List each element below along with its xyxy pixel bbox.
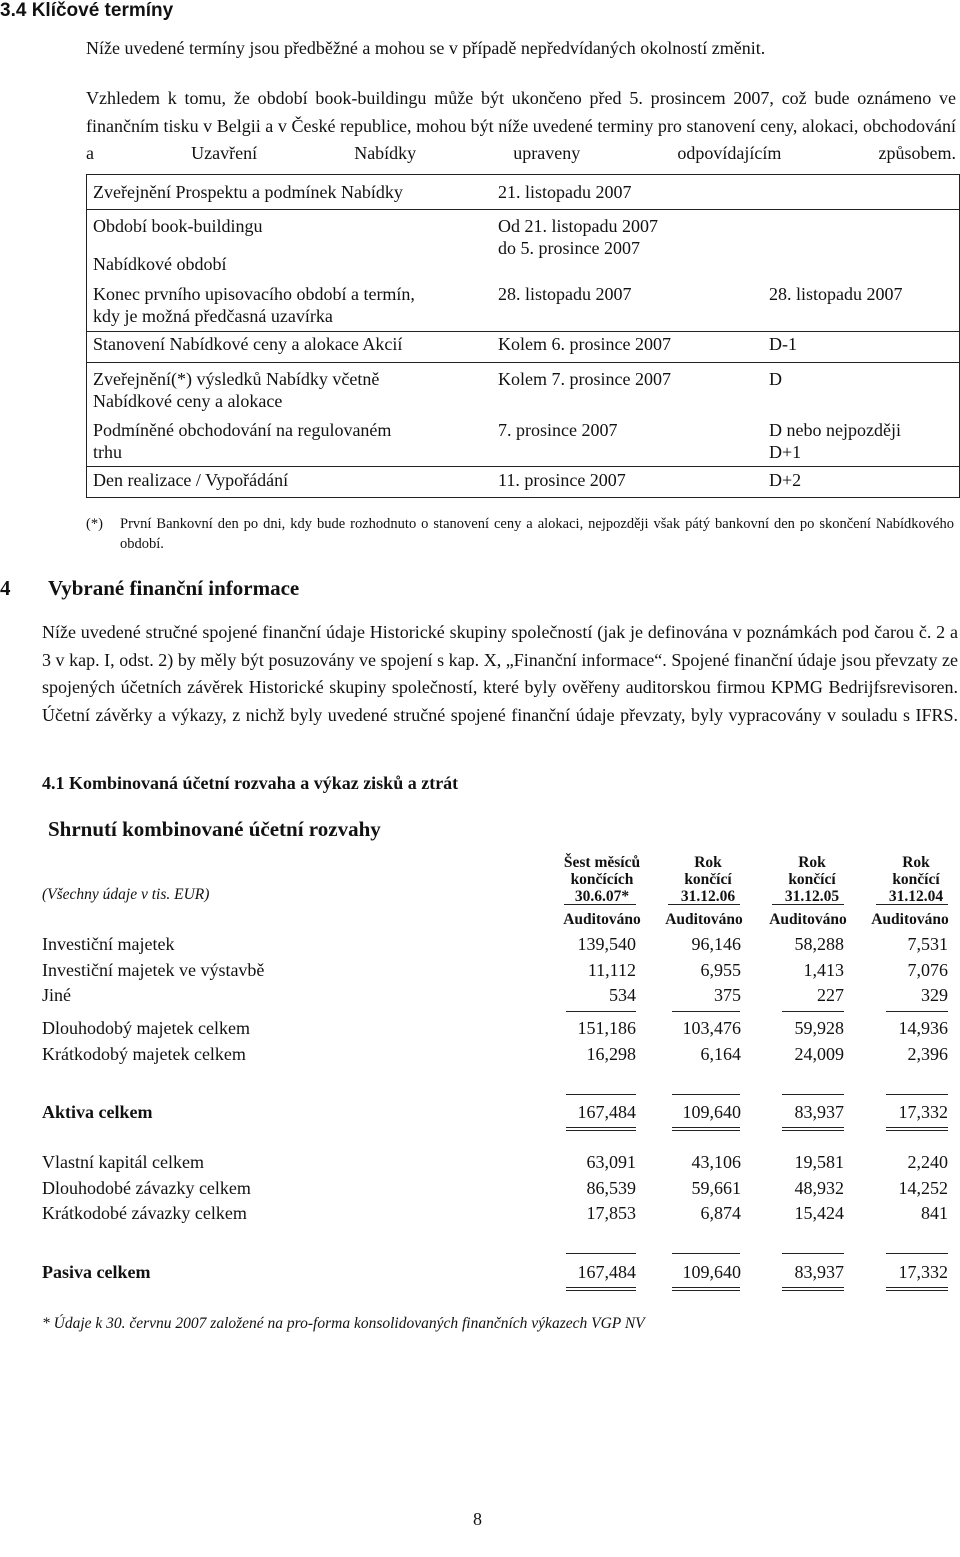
table-row: Investiční majetek 139,540 96,146 58,288 7,531: [42, 934, 948, 954]
section-heading-4: Vybrané finanční informace: [48, 576, 300, 600]
key-dates-label: Zveřejnění Prospektu a podmínek Nabídky: [93, 182, 403, 202]
key-dates-date: 21. listopadu 2007: [498, 182, 632, 202]
key-dates-label: Nabídkové ceny a alokace: [93, 391, 283, 411]
key-dates-note: D+1: [769, 442, 802, 462]
column-header: Šest měsíců končících 30.6.07*: [563, 854, 641, 905]
balance-footnote: * Údaje k 30. červnu 2007 založené na pro-forma konsolidovaných finančních výkazech VGP NV: [42, 1315, 645, 1332]
table-row: Dlouhodobý majetek celkem 151,186 103,476 59,928 14,936: [42, 1018, 948, 1038]
table-row: Investiční majetek ve výstavbě 11,112 6,955 1,413 7,076: [42, 960, 948, 980]
units-note: (Všechny údaje v tis. EUR): [42, 886, 210, 903]
key-dates-note: D nebo nejpozději: [769, 420, 901, 440]
section-heading-3-4: 3.4 Klíčové termíny: [0, 0, 174, 21]
section-number-4: 4: [0, 576, 11, 600]
footnote-mark: (*): [86, 516, 103, 532]
section-heading-4-1: 4.1 Kombinovaná účetní rozvaha a výkaz zisků a ztrát: [42, 773, 459, 793]
column-header: Rok končící 31.12.06: [680, 854, 736, 905]
audit-status: Auditováno: [665, 911, 743, 928]
table-row: Dlouhodobé závazky celkem 86,539 59,661 48,932 14,252: [42, 1178, 948, 1198]
table-row: Krátkodobý majetek celkem 16,298 6,164 24,009 2,396: [42, 1044, 948, 1064]
financial-info-paragraph: Níže uvedené stručné spojené finanční údaje Historické skupiny společností (jak je definována v poznámkách pod čarou č. 2 a 3 v kap. I, odst. 2) by měly být posuzovány ve spojení s kap. X, „Finanční informace“. Spojené finanční údaje jsou převzaty ze spojených účetních závěrek Historické skupiny společností, které byly ověřeny auditorskou firmou KPMG Bedrijfsrevisoren. Účetní závěrky a výkazy, z nichž byly uvedené stručné spojené finanční údaje převzaty, byly vypracovány v souladu s IFRS.: [42, 622, 958, 725]
key-dates-date: 11. prosince 2007: [498, 470, 626, 490]
key-dates-date: Od 21. listopadu 2007: [498, 216, 658, 236]
key-dates-date: do 5. prosince 2007: [498, 238, 640, 258]
page-number: 8: [473, 1509, 482, 1529]
key-dates-label: Zveřejnění(*) výsledků Nabídky včetně: [93, 369, 380, 389]
key-dates-date: 7. prosince 2007: [498, 420, 618, 440]
column-header: Rok končící 31.12.04: [888, 854, 944, 905]
column-header: Rok končící 31.12.05: [784, 854, 840, 905]
table-row: Vlastní kapitál celkem 63,091 43,106 19,581 2,240: [42, 1152, 948, 1172]
key-dates-label: Stanovení Nabídkové ceny a alokace Akcií: [93, 334, 403, 354]
key-dates-date: 28. listopadu 2007: [498, 284, 632, 304]
key-dates-label: Nabídkové období: [93, 254, 227, 274]
key-dates-table: [86, 174, 960, 498]
key-dates-note: D-1: [769, 334, 797, 354]
key-dates-label: Období book-buildingu: [93, 216, 263, 236]
key-dates-note: 28. listopadu 2007: [769, 284, 903, 304]
footnote-text: První Bankovní den po dni, kdy bude rozhodnuto o stanovení ceny a alokaci, nejpozději však pátý bankovní den po skončení Nabídkového období.: [120, 516, 954, 552]
balance-summary-heading: Shrnutí kombinované účetní rozvahy: [48, 817, 381, 841]
table-row: Krátkodobé závazky celkem 17,853 6,874 15,424 841: [42, 1203, 948, 1223]
table-row-total: Aktiva celkem 167,484 109,640 83,937 17,332: [42, 1102, 948, 1122]
intro-text: Níže uvedené termíny jsou předběžné a mohou se v případě nepředvídaných okolností změnit.: [86, 38, 766, 58]
key-dates-label: trhu: [93, 442, 122, 462]
audit-status: Auditováno: [563, 911, 641, 928]
audit-status: Auditováno: [769, 911, 847, 928]
book-building-paragraph: Vzhledem k tomu, že období book-buildingu může být ukončeno před 5. prosincem 2007, což bude oznámeno ve finančním tisku v Belgii a v České republice, mohou být níže uvedené terminy pro stanovení ceny, alokaci, obchodování a Uzavření Nabídky upraveny odpovídajícím způsobem.: [86, 88, 956, 163]
table-row: Jiné 534 375 227 329: [42, 985, 948, 1005]
key-dates-label: Den realizace / Vypořádání: [93, 470, 289, 490]
audit-status: Auditováno: [871, 911, 949, 928]
key-dates-note: D: [769, 369, 782, 389]
key-dates-date: Kolem 6. prosince 2007: [498, 334, 671, 354]
table-row-total: Pasiva celkem 167,484 109,640 83,937 17,332: [42, 1262, 948, 1282]
key-dates-label: kdy je možná předčasná uzavírka: [93, 306, 333, 326]
key-dates-date: Kolem 7. prosince 2007: [498, 369, 671, 389]
key-dates-label: Konec prvního upisovacího období a termín,: [93, 284, 415, 304]
key-dates-label: Podmíněné obchodování na regulovaném: [93, 420, 392, 440]
key-dates-note: D+2: [769, 470, 802, 490]
